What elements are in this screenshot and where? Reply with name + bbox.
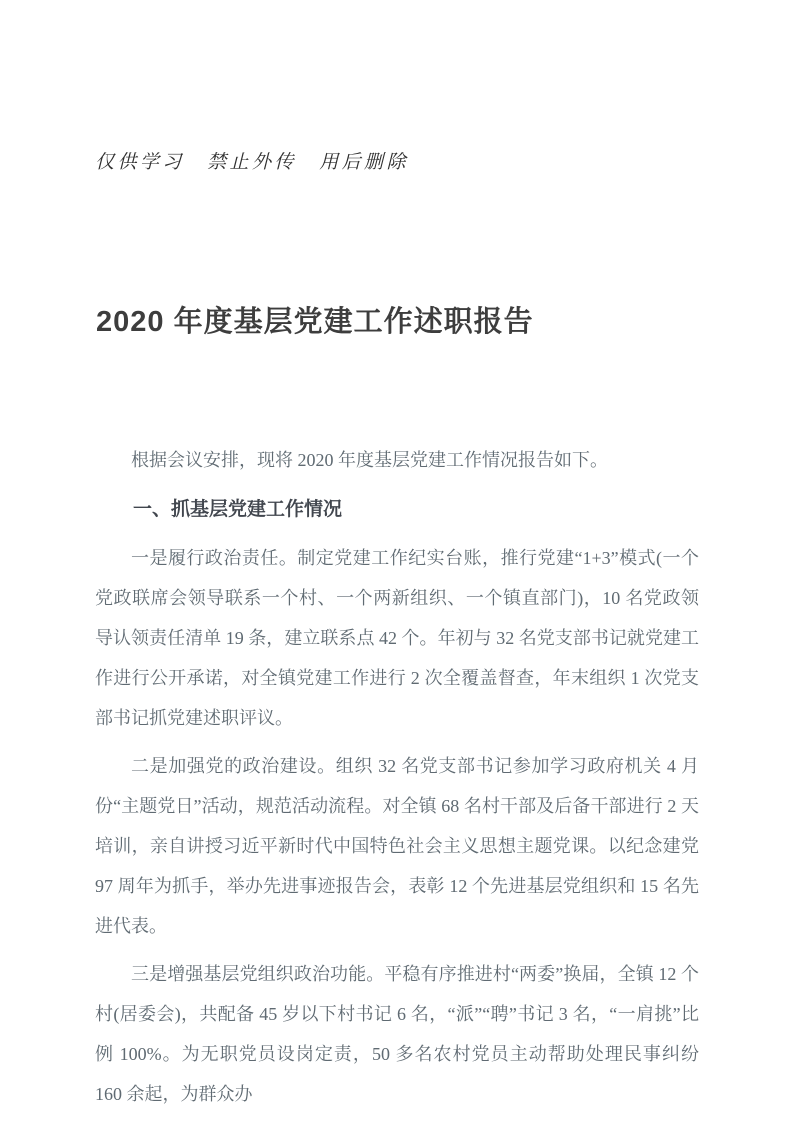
body-paragraph: 二是加强党的政治建设。组织 32 名党支部书记参加学习政府机关 4 月份“主题党日”活动，规范活动流程。对全镇 68 名村干部及后备干部进行 2 天培训，亲自讲授习近平新时代中国特色社会主义思想主题党课。以纪念建党 97 周年为抓手，举办先进事迹报告会，表彰 12 个先进基层党组织和 15 名先进代表。 bbox=[95, 756, 699, 936]
document-title: 2020 年度基层党建工作述职报告 bbox=[96, 306, 534, 338]
body-paragraph: 根据会议安排，现将 2020 年度基层党建工作情况报告如下。 bbox=[131, 450, 608, 470]
body-paragraph: 一是履行政治责任。制定党建工作纪实台账，推行党建“1+3”模式(一个党政联席会领导联系一个村、一个两新组织、一个镇直部门)，10 名党政领导认领责任清单 19 条，建立联系点 42 个。年初与 32 名党支部书记就党建工作进行公开承诺，对全镇党建工作进行 2 次全覆盖督查，年末组织 1 次党支部书记抓党建述职评议。 bbox=[95, 548, 699, 728]
watermark-note: 仅供学习 禁止外传 用后删除 bbox=[95, 151, 409, 173]
document-body bbox=[95, 440, 699, 1122]
section-heading: 一、抓基层党建工作情况 bbox=[133, 499, 343, 520]
body-paragraph: 三是增强基层党组织政治功能。平稳有序推进村“两委”换届，全镇 12 个村(居委会)，共配备 45 岁以下村书记 6 名，“派”“聘”书记 3 名，“一肩挑”比例 100%。为无职党员设岗定责，50 多名农村党员主动帮助处理民事纠纷 160 余起，为群众办 bbox=[95, 964, 699, 1104]
